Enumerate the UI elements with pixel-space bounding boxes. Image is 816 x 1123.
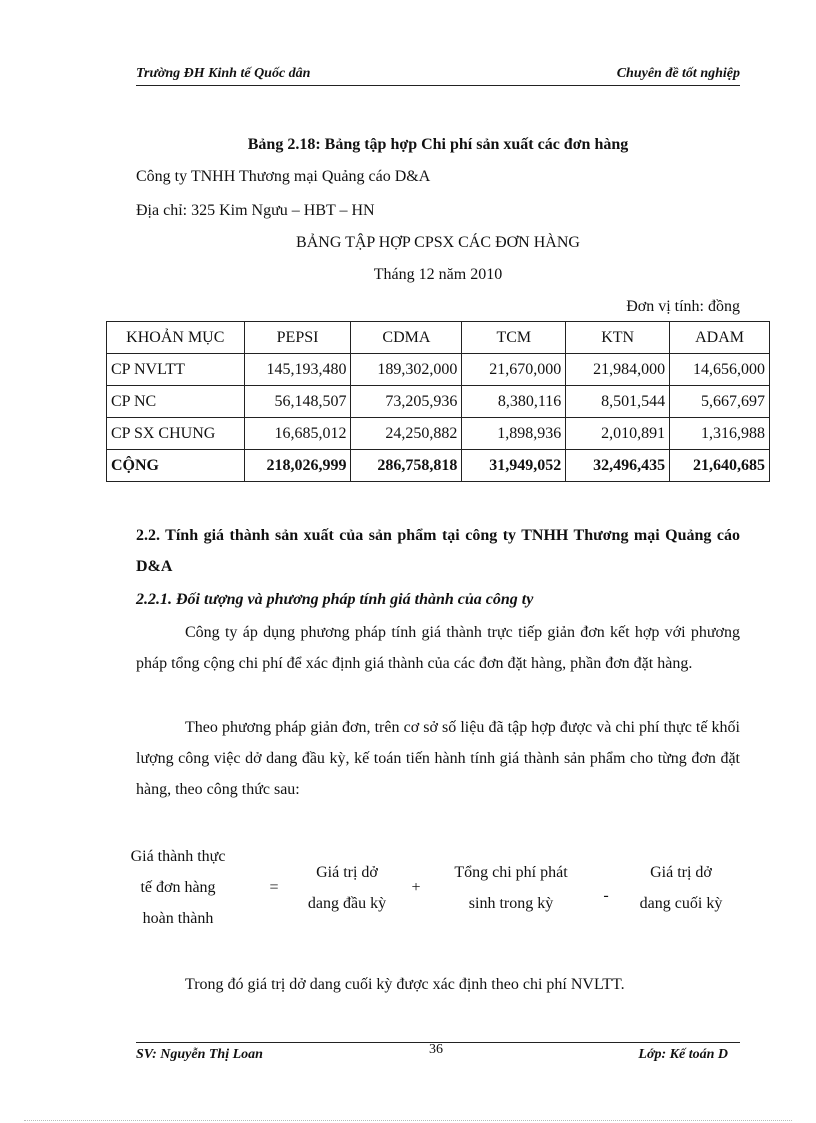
- table-cell: 5,667,697: [670, 386, 770, 418]
- column-header: PEPSI: [244, 322, 351, 354]
- formula-lhs-line: Giá thành thực: [130, 848, 226, 865]
- table-cell: 189,302,000: [351, 354, 462, 386]
- table-cell: 24,250,882: [351, 418, 462, 450]
- section-heading: 2.2. Tính giá thành sản xuất của sản phẩm tại công ty TNHH Thương mại Quảng cáo D&A: [136, 527, 740, 575]
- table-cell: 14,656,000: [670, 354, 770, 386]
- formula-equals: =: [269, 879, 279, 896]
- table-cell: 8,501,544: [566, 386, 670, 418]
- column-header: ADAM: [670, 322, 770, 354]
- footer-class: Lớp: Kế toán D: [638, 1047, 728, 1062]
- table-header-row: [107, 322, 770, 354]
- page-edge-line: [24, 1120, 792, 1121]
- total-label: CỘNG: [107, 450, 245, 482]
- page-number: 36: [429, 1042, 443, 1057]
- column-header: TCM: [462, 322, 566, 354]
- company-address: Địa chỉ: 325 Kim Ngưu – HBT – HN: [136, 202, 375, 219]
- formula-term-line: Giá trị dở: [650, 864, 712, 881]
- formula-term-line: Tổng chi phí phát: [454, 864, 568, 881]
- formula-plus: +: [411, 879, 421, 896]
- table-cell: 8,380,116: [462, 386, 566, 418]
- header-doc-type: Chuyên đề tốt nghiệp: [616, 66, 740, 81]
- formula-term-period-costs: [430, 857, 592, 919]
- total-cell: 21,640,685: [670, 450, 770, 482]
- row-label: CP SX CHUNG: [107, 418, 245, 450]
- table-cell: 73,205,936: [351, 386, 462, 418]
- currency-unit: Đơn vị tính: đồng: [626, 298, 740, 315]
- formula-term-line: sinh trong kỳ: [468, 895, 554, 912]
- column-header: CDMA: [351, 322, 462, 354]
- table-cell: 21,984,000: [566, 354, 670, 386]
- total-cell: 218,026,999: [244, 450, 351, 482]
- row-label: CP NVLTT: [107, 354, 245, 386]
- table-row: [107, 386, 770, 418]
- table-cell: 21,670,000: [462, 354, 566, 386]
- total-cell: 32,496,435: [566, 450, 670, 482]
- wip-note: Trong đó giá trị dở dang cuối kỳ được xác định theo chi phí NVLTT.: [185, 976, 625, 993]
- paragraph-procedure: Theo phương pháp giản đơn, trên cơ sở số liệu đã tập hợp được và chi phí thực tế khối lượng công việc dở dang đầu kỳ, kế toán tiến hành tính giá thành sản phẩm cho từng đơn đặt hàng, theo công thức sau:: [136, 719, 740, 798]
- report-title: BẢNG TẬP HỢP CPSX CÁC ĐƠN HÀNG: [296, 234, 580, 251]
- formula-term-line: Giá trị dở: [316, 864, 378, 881]
- subsection-heading: 2.2.1. Đối tượng và phương pháp tính giá thành của công ty: [136, 591, 534, 608]
- total-cell: 31,949,052: [462, 450, 566, 482]
- cost-table: [106, 321, 770, 482]
- formula-lhs: [118, 841, 238, 934]
- table-cell: 1,898,936: [462, 418, 566, 450]
- table-cell: 1,316,988: [670, 418, 770, 450]
- table-cell: 16,685,012: [244, 418, 351, 450]
- table-cell: 56,148,507: [244, 386, 351, 418]
- formula-lhs-line: tế đơn hàng: [140, 879, 216, 896]
- paragraph-method: Công ty áp dụng phương pháp tính giá thành trực tiếp giản đơn kết hợp với phương pháp tổng cộng chi phí để xác định giá thành của các đơn đặt hàng, phần đơn đặt hàng.: [136, 624, 740, 672]
- formula-lhs-line: hoàn thành: [142, 910, 214, 927]
- formula-minus: -: [603, 887, 609, 904]
- header-rule: [136, 85, 740, 86]
- table-row: [107, 354, 770, 386]
- formula-term-opening-wip: [288, 857, 406, 919]
- table-cell: 2,010,891: [566, 418, 670, 450]
- formula-term-line: dang cuối kỳ: [639, 895, 723, 912]
- total-cell: 286,758,818: [351, 450, 462, 482]
- row-label: CP NC: [107, 386, 245, 418]
- formula-term-closing-wip: [620, 857, 742, 919]
- table-row: [107, 418, 770, 450]
- company-name: Công ty TNHH Thương mại Quảng cáo D&A: [136, 168, 431, 185]
- column-header: KHOẢN MỤC: [107, 322, 245, 354]
- formula-term-line: dang đầu kỳ: [307, 895, 387, 912]
- column-header: KTN: [566, 322, 670, 354]
- table-caption: Bảng 2.18: Bảng tập hợp Chi phí sản xuất các đơn hàng: [247, 136, 629, 153]
- report-period: Tháng 12 năm 2010: [373, 266, 503, 283]
- table-total-row: [107, 450, 770, 482]
- footer-student: SV: Nguyễn Thị Loan: [136, 1047, 263, 1062]
- table-cell: 145,193,480: [244, 354, 351, 386]
- header-school: Trường ĐH Kinh tế Quốc dân: [136, 66, 311, 81]
